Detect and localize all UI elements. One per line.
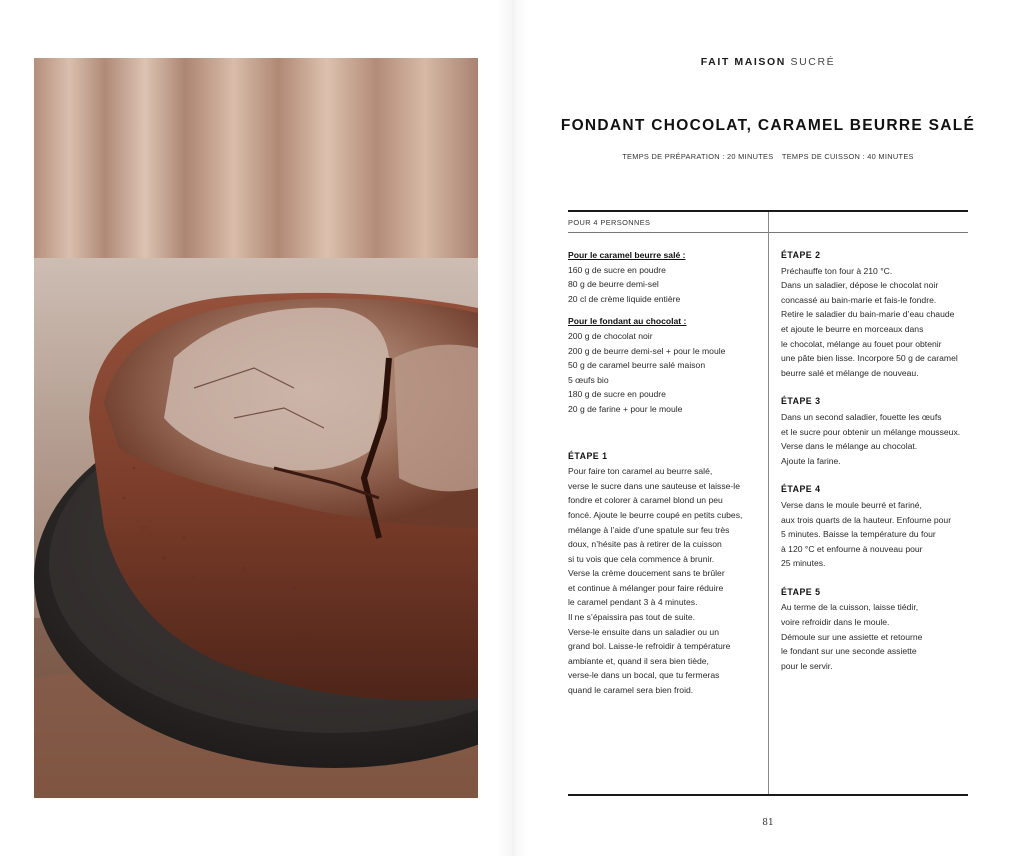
step-line: concassé au bain-marie et fais-le fondre. xyxy=(781,294,937,305)
step-line: Dans un second saladier, fouette les œufs xyxy=(781,411,942,422)
step-line: grand bol. Laisse-le refroidir à température xyxy=(568,641,731,652)
step-line: si tu vois que cela commence à brunir. xyxy=(568,553,715,564)
ingredient-heading: Pour le caramel beurre salé : xyxy=(568,250,686,260)
ingredient-item: 80 g de beurre demi-sel xyxy=(568,279,659,290)
step-line: le chocolat, mélange au fouet pour obtenir xyxy=(781,338,942,349)
step-line: et le sucre pour obtenir un mélange mousseux. xyxy=(781,426,961,437)
step-line: Verse dans le mélange au chocolat. xyxy=(781,441,918,452)
step-line: foncé. Ajoute le beurre coupé en petits cubes, xyxy=(568,509,743,520)
step-line: Ajoute la farine. xyxy=(781,455,841,466)
step-title: ÉTAPE 2 xyxy=(781,250,821,260)
step-line: Retire le saladier du bain-marie d’eau chaude xyxy=(781,309,955,320)
step-title: ÉTAPE 3 xyxy=(781,396,821,407)
step-line: Dans un saladier, dépose le chocolat noir xyxy=(781,280,939,291)
step-4 xyxy=(781,482,971,571)
step-line: 25 minutes. xyxy=(781,558,826,569)
step-title: ÉTAPE 1 xyxy=(568,450,608,461)
cake-photo xyxy=(34,58,478,798)
step-title: ÉTAPE 4 xyxy=(781,484,821,495)
ingredient-item: 50 g de caramel beurre salé maison xyxy=(568,360,706,371)
step-line: Verse dans le moule beurré et fariné, xyxy=(781,499,922,510)
ingredient-item: 20 g de farine + pour le moule xyxy=(568,403,683,414)
step-line: Verse la crème doucement sans te brûler xyxy=(568,568,725,579)
ingredient-item: 160 g de sucre en poudre xyxy=(568,264,666,275)
step-line: quand le caramel sera bien froid. xyxy=(568,685,694,696)
running-head-light: SUCRÉ xyxy=(790,56,836,68)
running-head xyxy=(512,56,1024,68)
page-number: 81 xyxy=(762,818,774,828)
step-line: Il ne s’épaissira pas tout de suite. xyxy=(568,612,696,623)
step-2 xyxy=(781,248,971,380)
step-3 xyxy=(781,394,971,468)
ingredient-item: 200 g de beurre demi-sel + pour le moule xyxy=(568,345,726,356)
step-line: doux, n’hésite pas à retirer de la cuisson xyxy=(568,539,722,550)
ingredient-item: 200 g de chocolat noir xyxy=(568,330,653,341)
ingredient-group-caramel xyxy=(568,248,762,306)
step-line: Préchauffe ton four à 210 °C. xyxy=(781,265,893,276)
step-line: beurre salé et mélange de nouveau. xyxy=(781,367,919,378)
right-page xyxy=(512,0,1024,856)
recipe-title: FONDANT CHOCOLAT, CARAMEL BEURRE SALÉ xyxy=(560,117,976,134)
step-line: pour le servir. xyxy=(781,660,833,671)
step-line: Pour faire ton caramel au beurre salé, xyxy=(568,466,713,477)
prep-time: TEMPS DE PRÉPARATION : 20 MINUTES xyxy=(622,152,774,161)
servings: POUR 4 PERSONNES xyxy=(568,218,651,227)
step-line: voire refroidir dans le moule. xyxy=(781,617,890,628)
step-line: Au terme de la cuisson, laisse tiédir, xyxy=(781,602,919,613)
step-line: Verse-le ensuite dans un saladier ou un xyxy=(568,626,719,637)
step-line: ambiante et, quand il sera bien tiède, xyxy=(568,655,709,666)
step-5 xyxy=(781,585,971,674)
step-line: mélange à l’aide d’une spatule sur feu très xyxy=(568,524,730,535)
left-column xyxy=(568,248,762,712)
ingredient-item: 20 cl de crème liquide entière xyxy=(568,293,681,304)
step-line: verse-le dans un bocal, que tu fermeras xyxy=(568,670,720,681)
step-line: 5 minutes. Baisse la température du four xyxy=(781,529,936,540)
cook-time: TEMPS DE CUISSON : 40 MINUTES xyxy=(781,152,914,161)
running-head-bold: FAIT MAISON xyxy=(700,56,786,68)
ingredient-item: 180 g de sucre en poudre xyxy=(568,389,666,400)
column-divider xyxy=(768,212,769,794)
step-line: et continue à mélanger pour faire réduire xyxy=(568,582,724,593)
step-line: verse le sucre dans une sauteuse et laisse-le xyxy=(568,480,740,491)
step-line: et ajoute le beurre en morceaux dans xyxy=(781,323,924,334)
step-line: fondre et colorer à caramel blond un peu xyxy=(568,495,723,506)
table-bottom-rule xyxy=(568,794,968,796)
step-line: Démoule sur une assiette et retourne xyxy=(781,631,923,642)
step-title: ÉTAPE 5 xyxy=(781,586,821,597)
cake-photo-illustration xyxy=(34,58,478,798)
step-line: aux trois quarts de la hauteur. Enfourne pour xyxy=(781,514,952,525)
step-line: le caramel pendant 3 à 4 minutes. xyxy=(568,597,698,608)
recipe-times xyxy=(512,152,1024,161)
ingredient-group-fondant xyxy=(568,314,762,416)
step-1 xyxy=(568,449,762,698)
step-line: une pâte bien lisse. Incorpore 50 g de caramel xyxy=(781,353,958,364)
ingredient-item: 5 œufs bio xyxy=(568,374,609,385)
ingredient-heading: Pour le fondant au chocolat : xyxy=(568,316,687,327)
step-line: à 120 °C et enfourne à nouveau pour xyxy=(781,543,923,554)
right-column xyxy=(781,248,971,687)
spacer xyxy=(568,425,762,449)
step-line: le fondant sur une seconde assiette xyxy=(781,646,917,657)
